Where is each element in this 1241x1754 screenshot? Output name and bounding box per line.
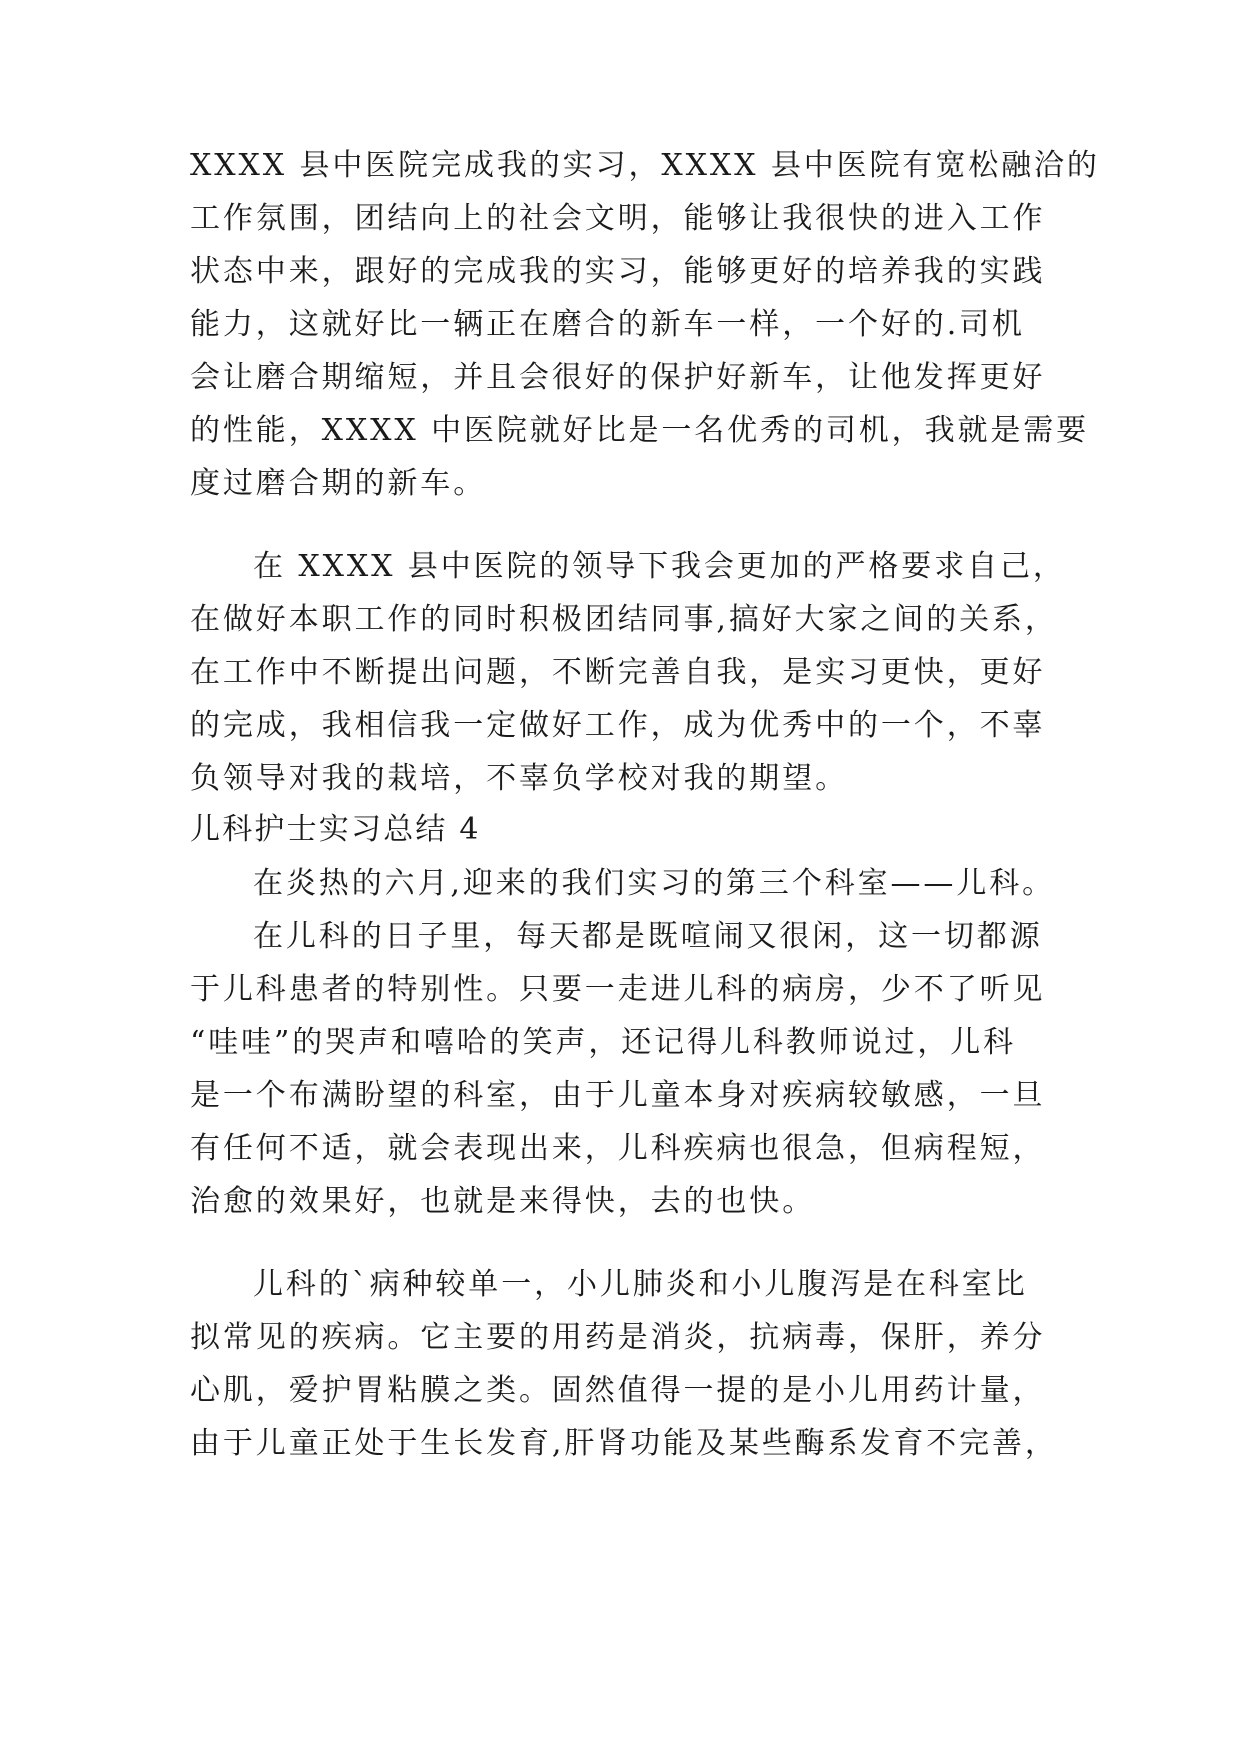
text-line: 的完成，我相信我一定做好工作，成为优秀中的一个，不辜	[190, 708, 1046, 743]
text-line: 的性能，XXXX 中医院就好比是一名优秀的司机，我就是需要	[190, 413, 1090, 448]
text-line: 拟常见的疾病。它主要的用药是消炎，抗病毒，保肝，养分	[190, 1320, 1046, 1355]
text-line: 在 XXXX 县中医院的领导下我会更加的严格要求自己，	[253, 549, 1066, 584]
text-line: 在工作中不断提出问题，不断完善自我，是实习更快，更好	[190, 655, 1046, 690]
text-line: 在儿科的日子里，每天都是既喧闹又很闲，这一切都源	[253, 919, 1043, 954]
text-line: 工作氛围，团结向上的社会文明，能够让我很快的进入工作	[190, 201, 1046, 236]
text-line: 负领导对我的栽培，不辜负学校对我的期望。	[190, 761, 848, 796]
text-line: “哇哇”的哭声和嘻哈的笑声，还记得儿科教师说过，儿科	[190, 1025, 1017, 1060]
text-line: 在炎热的六月,迎来的我们实习的第三个科室——儿科。	[253, 866, 1056, 901]
text-line: 是一个布满盼望的科室，由于儿童本身对疾病较敏感，一旦	[190, 1078, 1046, 1113]
section-heading: 儿科护士实习总结 4	[190, 812, 481, 847]
text-line: XXXX 县中医院完成我的实习，XXXX 县中医院有宽松融洽的	[190, 148, 1100, 183]
text-line: 有任何不适，就会表现出来，儿科疾病也很急，但病程短，	[190, 1131, 1046, 1166]
text-line: 治愈的效果好，也就是来得快，去的也快。	[190, 1184, 816, 1219]
text-line: 在做好本职工作的同时积极团结同事,搞好大家之间的关系，	[190, 602, 1058, 637]
text-line: 会让磨合期缩短，并且会很好的保护好新车，让他发挥更好	[190, 360, 1046, 395]
text-line: 于儿科患者的特别性。只要一走进儿科的病房，少不了听见	[190, 972, 1046, 1007]
text-line: 由于儿童正处于生长发育,肝肾功能及某些酶系发育不完善，	[190, 1426, 1058, 1461]
text-line: 状态中来，跟好的完成我的实习，能够更好的培养我的实践	[190, 254, 1046, 289]
text-line: 能力，这就好比一辆正在磨合的新车一样，一个好的.司机	[190, 307, 1025, 342]
text-line: 心肌，爱护胃粘膜之类。固然值得一提的是小儿用药计量，	[190, 1373, 1046, 1408]
text-line: 度过磨合期的新车。	[190, 466, 487, 501]
text-line: 儿科的`病种较单一，小儿肺炎和小儿腹泻是在科室比	[253, 1267, 1028, 1302]
